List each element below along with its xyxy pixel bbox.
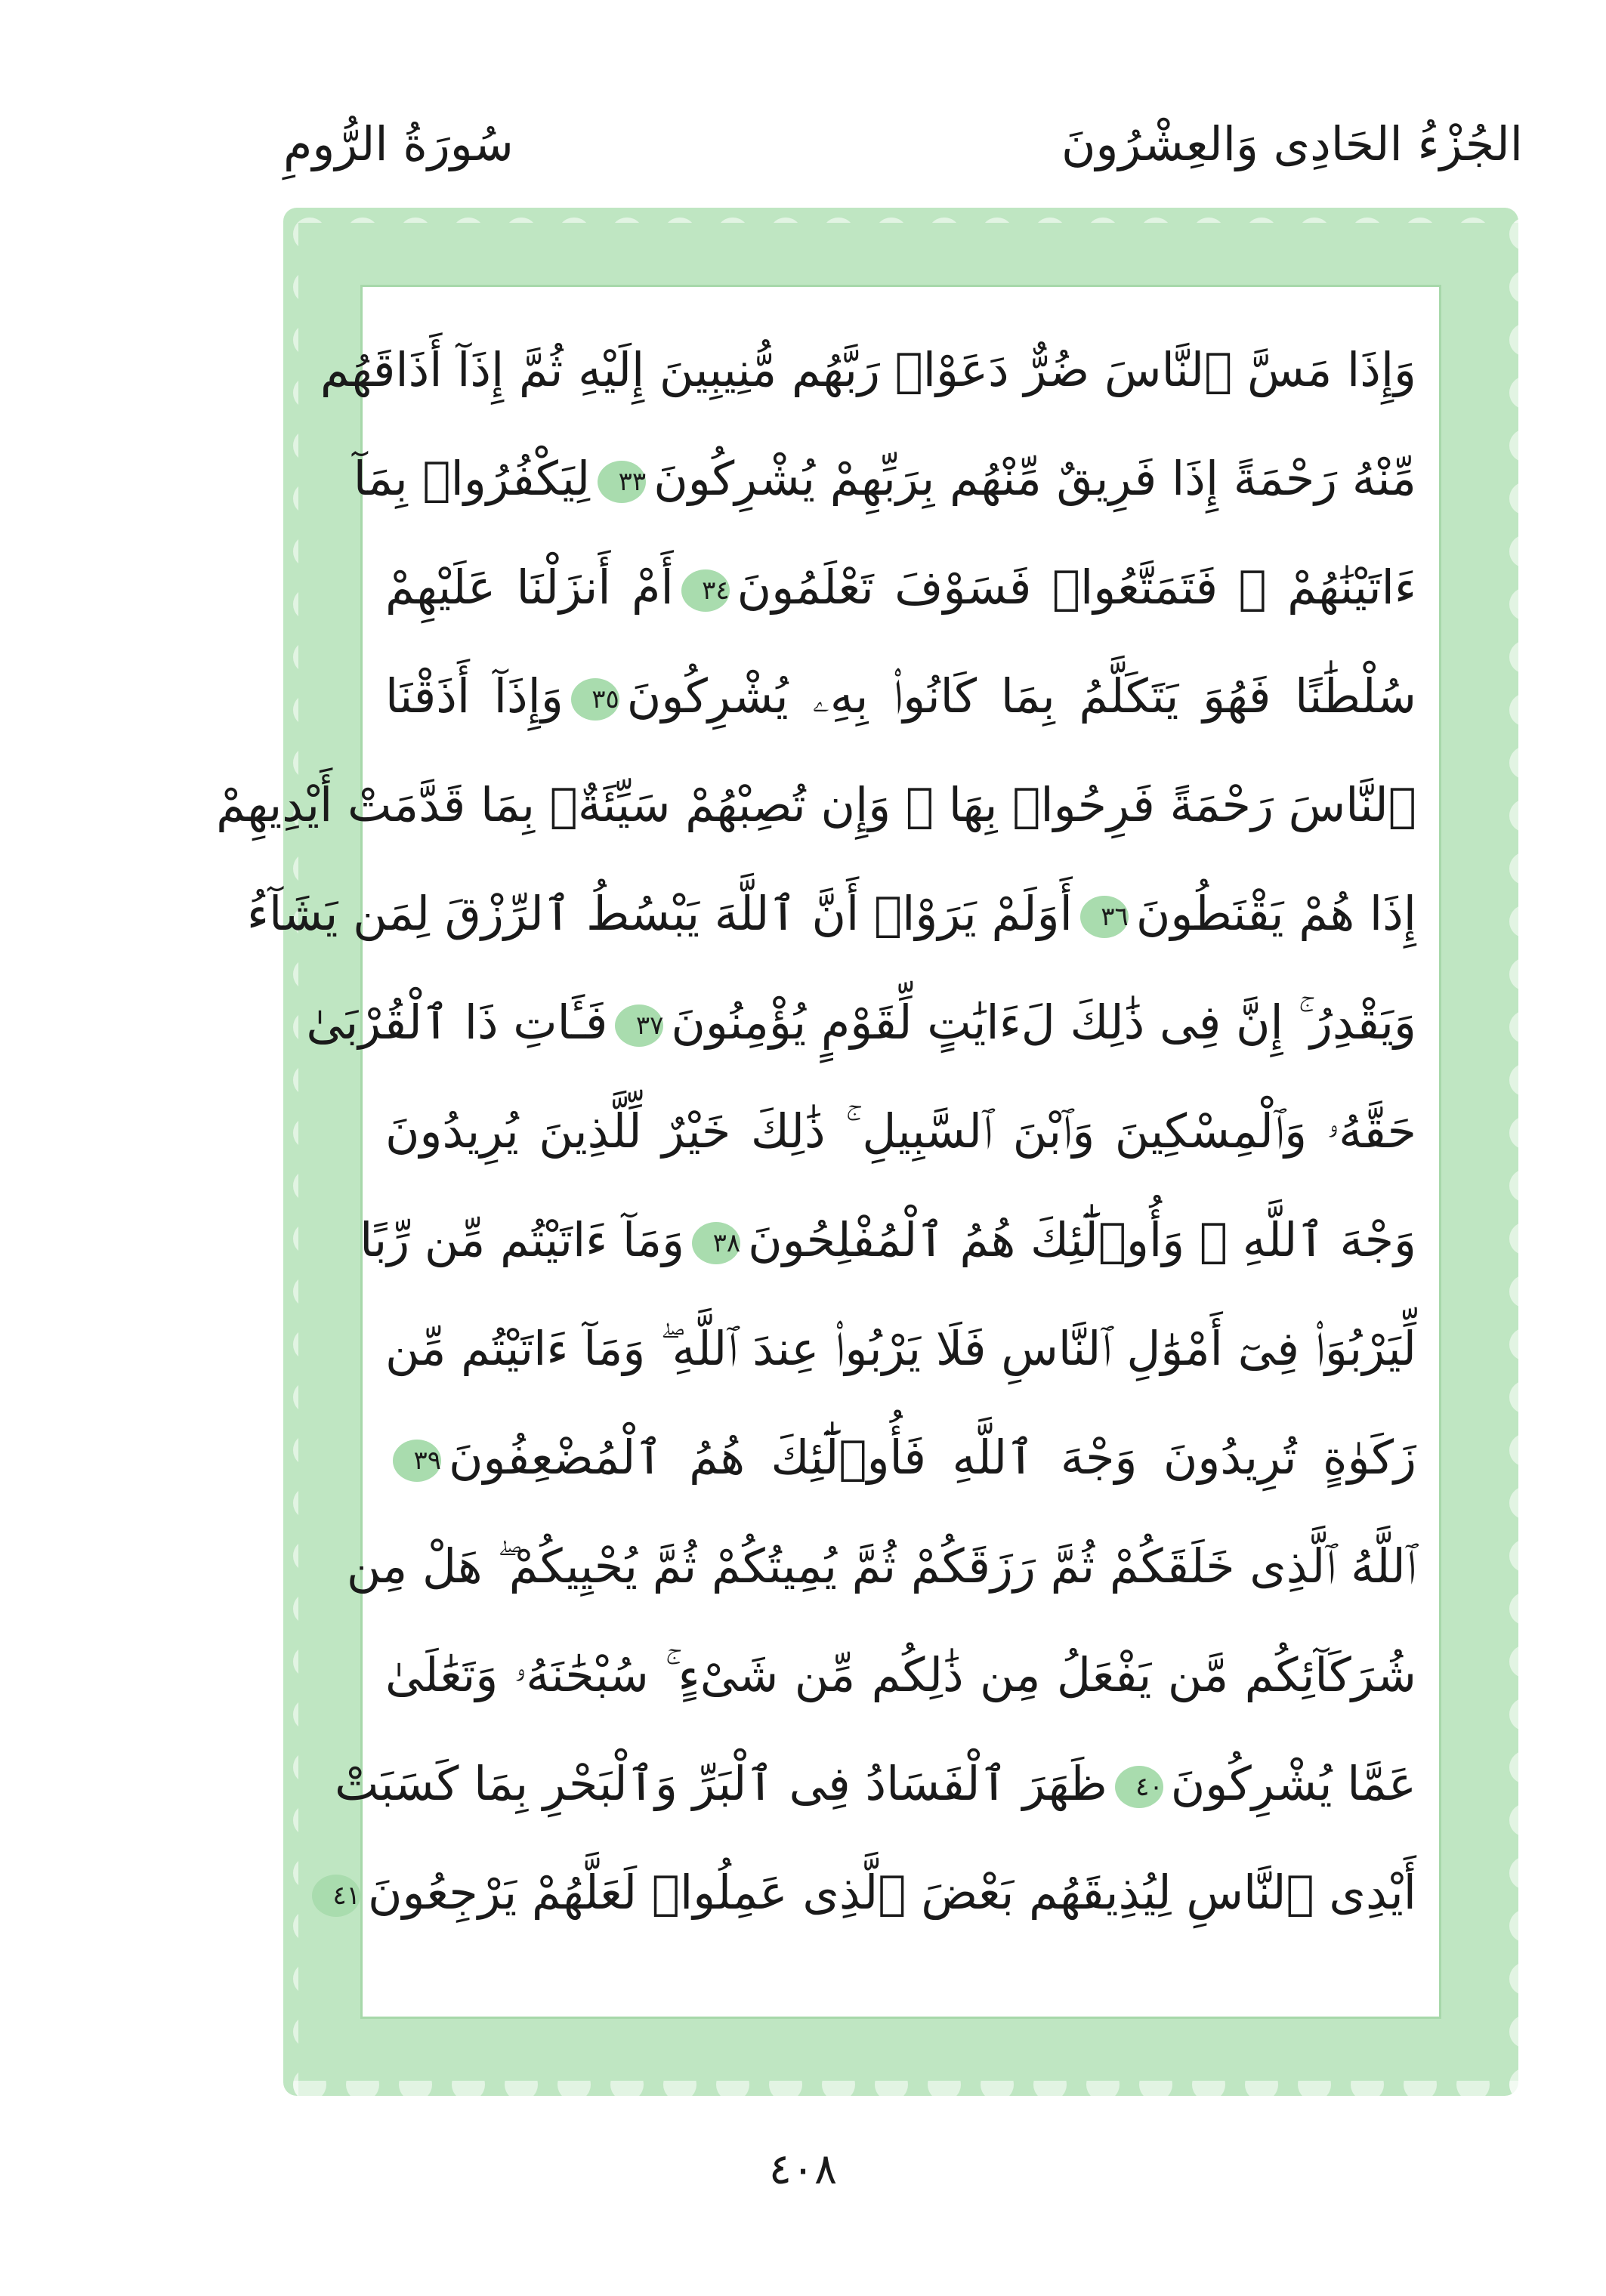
verse-line [246, 869, 1416, 977]
verse-text: ءَاتَيْنَٰهُمْ ۚ فَتَمَتَّعُوا۟ فَسَوْفَ تَعْلَمُونَ [737, 560, 1416, 615]
verse-text: فَـَٔاتِ ذَا ٱلْقُرْبَىٰ [306, 995, 608, 1050]
verse-text: أَمْ أَنزَلْنَا عَلَيْهِمْ [385, 560, 674, 615]
verse-line [385, 1086, 1416, 1195]
verse-line [385, 542, 1416, 651]
page-number: ٤٠٨ [768, 2145, 838, 2194]
surah-title: سُورَةُ الرُّومِ [283, 116, 514, 171]
verse-text: ظَهَرَ ٱلْفَسَادُ فِى ٱلْبَرِّ وَٱلْبَحْرِ بِمَا كَسَبَتْ [334, 1756, 1107, 1811]
ayah-number-marker: ٣٣ [598, 461, 646, 503]
ayah-number-marker: ٣٤ [681, 569, 730, 612]
ayah-number-marker: ٣٧ [615, 1004, 663, 1047]
verse-text: لِّيَرْبُوَا۟ فِىٓ أَمْوَٰلِ ٱلنَّاسِ فَلَا يَرْبُوا۟ عِندَ ٱللَّهِ ۖ وَمَآ ءَاتَيْتُم مِّن [385, 1321, 1416, 1376]
verse-text: زَكَوٰةٍ تُرِيدُونَ وَجْهَ ٱللَّهِ فَأُو۟لَٰٓئِكَ هُمُ ٱلْمُضْعِفُونَ [449, 1430, 1416, 1485]
ayah-number-marker: ٤٠ [1115, 1766, 1163, 1808]
verse-text: حَقَّهُۥ وَٱلْمِسْكِينَ وَٱبْنَ ٱلسَّبِيلِ ۚ ذَٰلِكَ خَيْرٌ لِّلَّذِينَ يُرِيدُونَ [385, 1103, 1416, 1159]
verse-line [332, 1847, 1416, 1956]
verse-line [216, 760, 1416, 869]
verse-text: ٱللَّهُ ٱلَّذِى خَلَقَكُمْ ثُمَّ رَزَقَكُمْ ثُمَّ يُمِيتُكُمْ ثُمَّ يُحْيِيكُمْ ۖ هَلْ مِن [346, 1538, 1416, 1594]
verse-line [385, 651, 1416, 760]
verse-text: وَإِذَا مَسَّ ٱلنَّاسَ ضُرٌّ دَعَوْا۟ رَبَّهُم مُّنِيبِينَ إِلَيْهِ ثُمَّ إِذَآ أَذَاقَهُم [320, 342, 1416, 397]
verse-text: شُرَكَآئِكُم مَّن يَفْعَلُ مِن ذَٰلِكُم مِّن شَىْءٍ ۚ سُبْحَٰنَهُۥ وَتَعَٰلَىٰ [385, 1647, 1416, 1702]
verses-block [216, 325, 1416, 1956]
ayah-number-marker: ٤١ [312, 1875, 360, 1917]
verse-line [360, 1195, 1416, 1304]
verse-text: وَإِذَآ أَذَقْنَا [385, 668, 564, 724]
ayah-number-marker: ٣٨ [692, 1222, 740, 1264]
verse-text: لِيَكْفُرُوا۟ بِمَآ [353, 451, 591, 506]
verse-line [346, 1521, 1416, 1630]
verse-text: أَيْدِى ٱلنَّاسِ لِيُذِيقَهُم بَعْضَ ٱلَّذِى عَمِلُوا۟ لَعَلَّهُمْ يَرْجِعُونَ [367, 1865, 1416, 1920]
verse-line [306, 977, 1416, 1086]
verse-text: وَمَآ ءَاتَيْتُم مِّن رِّبًا [360, 1212, 685, 1267]
verse-line [385, 1412, 1416, 1521]
verse-text: إِذَا هُمْ يَقْنَطُونَ [1135, 886, 1416, 941]
verse-line [385, 1630, 1416, 1739]
verse-line [334, 1739, 1416, 1847]
verse-text: ٱلنَّاسَ رَحْمَةً فَرِحُوا۟ بِهَا ۖ وَإِن تُصِبْهُمْ سَيِّئَةٌۢ بِمَا قَدَّمَتْ أَيْدِيهِمْ [216, 777, 1416, 832]
ayah-number-marker: ٣٩ [393, 1440, 441, 1482]
verse-text: أَوَلَمْ يَرَوْا۟ أَنَّ ٱللَّهَ يَبْسُطُ ٱلرِّزْقَ لِمَن يَشَآءُ [246, 886, 1073, 941]
verse-line [385, 1304, 1416, 1412]
verse-text: عَمَّا يُشْرِكُونَ [1170, 1756, 1416, 1811]
verse-text: مِّنْهُ رَحْمَةً إِذَا فَرِيقٌ مِّنْهُم بِرَبِّهِمْ يُشْرِكُونَ [653, 451, 1416, 506]
juz-title: الجُزْءُ الحَادِى وَالعِشْرُونَ [1061, 116, 1523, 171]
verse-line [353, 434, 1416, 542]
verse-text: سُلْطَٰنًا فَهُوَ يَتَكَلَّمُ بِمَا كَانُوا۟ بِهِۦ يُشْرِكُونَ [626, 668, 1416, 724]
ayah-number-marker: ٣٥ [571, 678, 619, 721]
verse-text: وَيَقْدِرُ ۚ إِنَّ فِى ذَٰلِكَ لَءَايَٰتٍ لِّقَوْمٍ يُؤْمِنُونَ [671, 995, 1416, 1050]
verse-line [320, 325, 1416, 434]
ayah-number-marker: ٣٦ [1080, 896, 1129, 938]
verse-text: وَجْهَ ٱللَّهِ ۖ وَأُو۟لَٰٓئِكَ هُمُ ٱلْمُفْلِحُونَ [748, 1212, 1416, 1267]
